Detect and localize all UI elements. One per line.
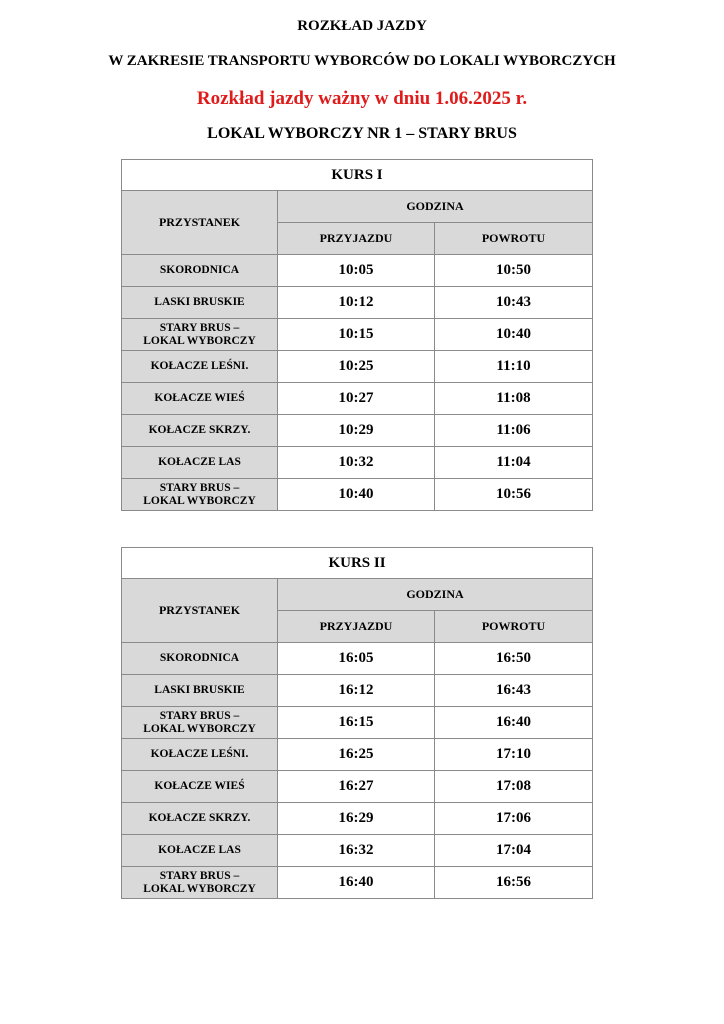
stop-name-line-1: STARY BRUS –: [159, 869, 240, 882]
table-row: [122, 707, 593, 739]
stop-name: LASKI BRUSKIE: [122, 287, 278, 319]
arrival-time: 16:25: [278, 739, 435, 771]
return-time: 16:40: [435, 707, 593, 739]
timetable-rows: [122, 643, 593, 899]
column-header-return: POWROTU: [435, 611, 593, 643]
stop-name: KOŁACZE WIEŚ: [122, 771, 278, 803]
table-row: [122, 739, 593, 771]
kurs-title: KURS I: [122, 160, 593, 191]
stop-name: SKORODNICA: [122, 255, 278, 287]
arrival-time: 16:29: [278, 803, 435, 835]
column-header-stop: PRZYSTANEK: [122, 191, 278, 255]
stop-name: KOŁACZE LEŚNI.: [122, 351, 278, 383]
column-header-return: POWROTU: [435, 223, 593, 255]
stop-name-line-1: STARY BRUS –: [159, 709, 240, 722]
column-header-arrival: PRZYJAZDU: [278, 611, 435, 643]
return-time: 17:08: [435, 771, 593, 803]
return-time: 10:56: [435, 479, 593, 511]
arrival-time: 10:12: [278, 287, 435, 319]
arrival-time: 10:32: [278, 447, 435, 479]
return-time: 11:06: [435, 415, 593, 447]
return-time: 11:10: [435, 351, 593, 383]
stop-name-line-1: STARY BRUS –: [159, 321, 240, 334]
stop-name: KOŁACZE SKRZY.: [122, 415, 278, 447]
timetable-kurs-1: [121, 159, 593, 511]
table-row: [122, 255, 593, 287]
stop-name: SKORODNICA: [122, 643, 278, 675]
stop-name-line-2: LOKAL WYBORCZY: [143, 722, 256, 735]
table-row: [122, 319, 593, 351]
stop-name: [122, 867, 278, 899]
document-subtitle: W ZAKRESIE TRANSPORTU WYBORCÓW DO LOKALI WYBORCZYCH: [108, 53, 616, 69]
return-time: 16:43: [435, 675, 593, 707]
stop-name-line-2: LOKAL WYBORCZY: [143, 334, 256, 347]
return-time: 16:50: [435, 643, 593, 675]
return-time: 17:04: [435, 835, 593, 867]
table-row: [122, 867, 593, 899]
document-title: ROZKŁAD JAZDY: [297, 18, 427, 34]
stop-name: LASKI BRUSKIE: [122, 675, 278, 707]
arrival-time: 16:27: [278, 771, 435, 803]
arrival-time: 16:40: [278, 867, 435, 899]
return-time: 17:10: [435, 739, 593, 771]
return-time: 11:04: [435, 447, 593, 479]
arrival-time: 16:32: [278, 835, 435, 867]
table-row: [122, 835, 593, 867]
arrival-time: 10:29: [278, 415, 435, 447]
polling-station-title: LOKAL WYBORCZY NR 1 – STARY BRUS: [207, 125, 517, 142]
table-row: [122, 447, 593, 479]
table-row: [122, 675, 593, 707]
arrival-time: 10:25: [278, 351, 435, 383]
stop-name: [122, 319, 278, 351]
table-row: [122, 771, 593, 803]
return-time: 10:40: [435, 319, 593, 351]
table-row: [122, 415, 593, 447]
arrival-time: 16:05: [278, 643, 435, 675]
arrival-time: 16:12: [278, 675, 435, 707]
table-row: [122, 287, 593, 319]
column-header-hour: GODZINA: [278, 191, 593, 223]
return-time: 17:06: [435, 803, 593, 835]
table-row: [122, 643, 593, 675]
arrival-time: 16:15: [278, 707, 435, 739]
arrival-time: 10:15: [278, 319, 435, 351]
stop-name-line-1: STARY BRUS –: [159, 481, 240, 494]
arrival-time: 10:40: [278, 479, 435, 511]
validity-notice: Rozkład jazdy ważny w dniu 1.06.2025 r.: [196, 88, 528, 109]
return-time: 16:56: [435, 867, 593, 899]
stop-name: [122, 479, 278, 511]
stop-name: KOŁACZE SKRZY.: [122, 803, 278, 835]
return-time: 10:50: [435, 255, 593, 287]
timetable-kurs-2: [121, 547, 593, 899]
stop-name: KOŁACZE LAS: [122, 447, 278, 479]
table-row: [122, 479, 593, 511]
stop-name-line-2: LOKAL WYBORCZY: [143, 882, 256, 895]
arrival-time: 10:27: [278, 383, 435, 415]
stop-name: [122, 707, 278, 739]
stop-name: KOŁACZE LEŚNI.: [122, 739, 278, 771]
stop-name: KOŁACZE LAS: [122, 835, 278, 867]
table-row: [122, 351, 593, 383]
kurs-title: KURS II: [122, 548, 593, 579]
column-header-stop: PRZYSTANEK: [122, 579, 278, 643]
return-time: 10:43: [435, 287, 593, 319]
arrival-time: 10:05: [278, 255, 435, 287]
table-row: [122, 383, 593, 415]
column-header-hour: GODZINA: [278, 579, 593, 611]
stop-name: KOŁACZE WIEŚ: [122, 383, 278, 415]
table-row: [122, 803, 593, 835]
stop-name-line-2: LOKAL WYBORCZY: [143, 494, 256, 507]
timetable-rows: [122, 255, 593, 511]
return-time: 11:08: [435, 383, 593, 415]
column-header-arrival: PRZYJAZDU: [278, 223, 435, 255]
